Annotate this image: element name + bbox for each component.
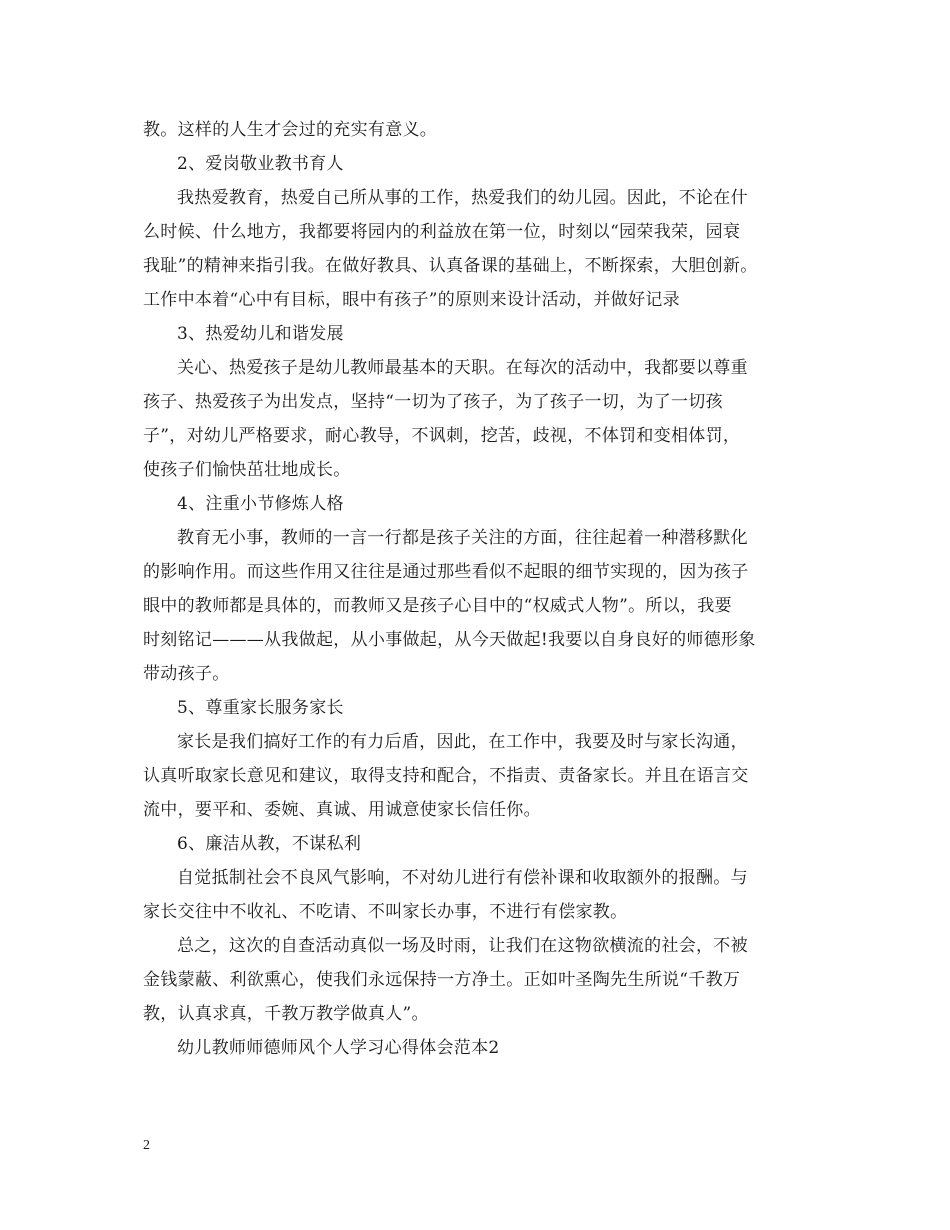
text-line: 么时候、什么地方，我都要将园内的利益放在第一位，时刻以“园荣我荣，园衰 bbox=[143, 222, 741, 242]
text-line: 流中，要平和、委婉、真诚、用诚意使家长信任你。 bbox=[143, 800, 541, 820]
text-line: 我热爱教育，热爱自己所从事的工作，热爱我们的幼儿园。因此，不论在什 bbox=[177, 188, 748, 208]
text-line: 3、热爱幼儿和谐发展 bbox=[177, 324, 344, 344]
page-number: 2 bbox=[143, 1138, 150, 1153]
text-line: 子”，对幼儿严格要求，耐心教导，不讽刺，挖苦，歧视，不体罚和变相体罚， bbox=[143, 426, 741, 446]
text-line: 关心、热爱孩子是幼儿教师最基本的天职。在每次的活动中，我都要以尊重 bbox=[177, 358, 748, 378]
text-line: 孩子、热爱孩子为出发点，坚持“一切为了孩子，为了孩子一切，为了一切孩 bbox=[143, 392, 723, 412]
text-line: 带动孩子。 bbox=[143, 664, 230, 684]
text-line: 家长交往中不收礼、不吃请、不叫家长办事，不进行有偿家教。 bbox=[143, 902, 628, 922]
text-line: 教。这样的人生才会过的充实有意义。 bbox=[143, 120, 438, 140]
document-body bbox=[143, 113, 813, 1065]
text-line: 认真听取家长意见和建议，取得支持和配合，不指责、责备家长。并且在语言交 bbox=[143, 766, 749, 786]
text-line: 5、尊重家长服务家长 bbox=[177, 698, 344, 718]
text-line: 的影响作用。而这些作用又往往是通过那些看似不起眼的细节实现的，因为孩子 bbox=[143, 562, 749, 582]
text-line: 家长是我们搞好工作的有力后盾，因此，在工作中，我要及时与家长沟通， bbox=[177, 732, 748, 752]
text-line: 金钱蒙蔽、利欲熏心，使我们永远保持一方净土。正如叶圣陶先生所说“千教万 bbox=[143, 970, 741, 990]
text-line: 幼儿教师师德师风个人学习心得体会范本2 bbox=[177, 1038, 500, 1058]
text-line: 自觉抵制社会不良风气影响，不对幼儿进行有偿补课和收取额外的报酬。与 bbox=[177, 868, 748, 888]
text-line: 4、注重小节修炼人格 bbox=[177, 494, 344, 514]
text-line: 眼中的教师都是具体的，而教师又是孩子心目中的“权威式人物”。所以，我要 bbox=[143, 596, 732, 616]
text-line: 总之，这次的自查活动真似一场及时雨，让我们在这物欲横流的社会，不被 bbox=[177, 936, 748, 956]
text-line: 教，认真求真，千教万教学做真人”。 bbox=[143, 1004, 429, 1024]
text-line: 2、爱岗敬业教书育人 bbox=[177, 154, 344, 174]
text-line: 时刻铭记———从我做起，从小事做起，从今天做起!我要以自身良好的师德形象 bbox=[143, 630, 756, 650]
text-line: 使孩子们愉快茁壮地成长。 bbox=[143, 460, 351, 480]
text-line: 教育无小事，教师的一言一行都是孩子关注的方面，往往起着一种潜移默化 bbox=[177, 528, 748, 548]
text-line: 我耻”的精神来指引我。在做好教具、认真备课的基础上，不断探索，大胆创新。 bbox=[143, 256, 758, 276]
text-line: 6、廉洁从教，不谋私利 bbox=[177, 834, 362, 854]
text-line: 工作中本着“心中有目标，眼中有孩子”的原则来设计活动，并做好记录 bbox=[143, 290, 680, 310]
